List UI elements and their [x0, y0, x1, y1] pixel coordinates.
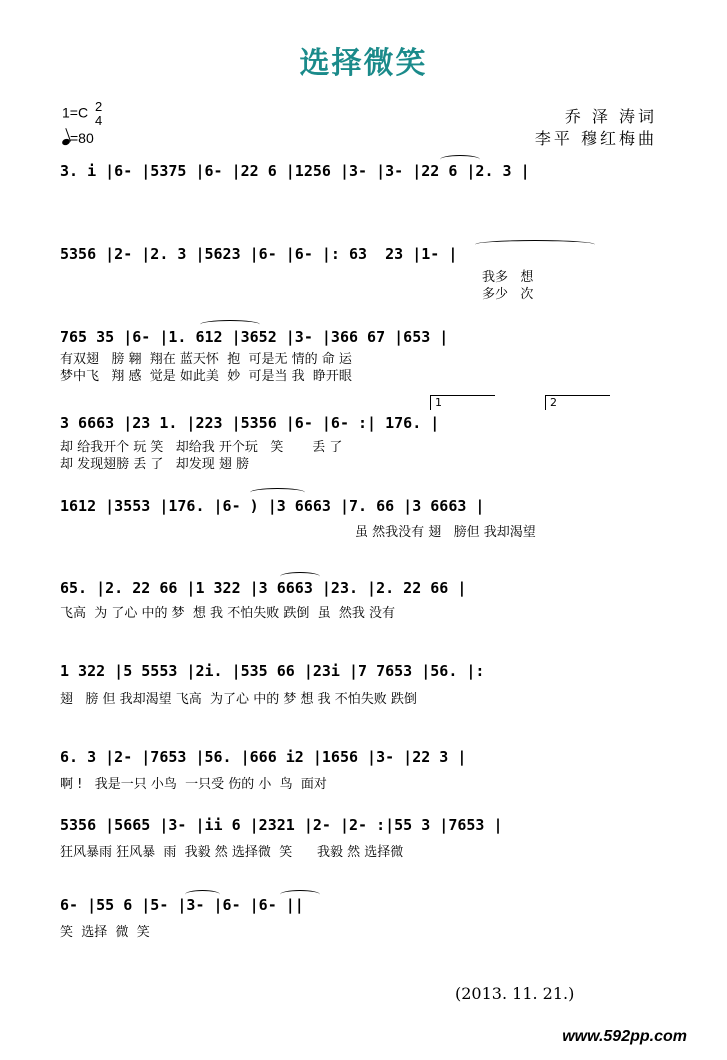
song-title: 选择微笑 — [299, 46, 428, 81]
time-signature — [95, 100, 102, 128]
date-stamp: (2013. 11. 21.) — [455, 984, 575, 1003]
notation-line: 5356 |5665 |3- |ii 6 |2321 |2- |2- :|55 3 |7653 | — [60, 816, 503, 834]
volta-bracket: 1 — [430, 395, 495, 410]
slur-mark — [280, 572, 320, 581]
lyric-line: 梦中飞 翔 感 觉是 如此美 妙 可是当 我 睁开眼 — [60, 369, 352, 384]
notation-line: 6. 3 |2- |7653 |56. |666 i2 |1656 |3- |22 3 | — [60, 748, 467, 766]
composer-credit: 李平 穆红梅曲 — [534, 129, 657, 148]
notation-line: 3 6663 |23 1. |223 |5356 |6- |6- :| 176. | — [60, 414, 440, 432]
tempo-value: =80 — [70, 130, 94, 146]
slur-mark — [200, 320, 260, 329]
lyric-line: 却 给我开个 玩 笑 却给我 开个玩 笑 丢 了 — [60, 440, 343, 455]
notation-line: 765 35 |6- |1. 612 |3652 |3- |366 67 |653 | — [60, 328, 449, 346]
notation-line: 5356 |2- |2. 3 |5623 |6- |6- |: 63 23 |1- | — [60, 245, 458, 263]
lyric-line: 狂风暴雨 狂风暴 雨 我毅 然 选择微 笑 我毅 然 选择微 — [60, 845, 404, 860]
lyric-line: 翅 膀 但 我却渴望 飞高 为了心 中的 梦 想 我 不怕失败 跌倒 — [60, 692, 417, 707]
lyric-line: 虽 然我没有 翅 膀但 我却渴望 — [355, 525, 536, 540]
lyric-line: 啊 ! 我是一只 小鸟 一只受 伤的 小 鸟 面对 — [60, 777, 327, 792]
slur-mark — [280, 890, 320, 899]
notation-line: 1 322 |5 5553 |2i. |535 66 |23i |7 7653 |56. |: — [60, 662, 485, 680]
notation-line: 1612 |3553 |176. |6- ) |3 6663 |7. 66 |3 6663 | — [60, 497, 485, 515]
slur-mark — [440, 155, 480, 164]
lyric-line: 多少 次 — [482, 287, 534, 302]
time-bottom: 4 — [94, 113, 103, 128]
lyric-line: 却 发现翅膀 丢 了 却发现 翅 膀 — [60, 457, 250, 472]
lyricist-credit: 乔 泽 涛词 — [564, 107, 657, 126]
slur-mark — [185, 890, 220, 899]
lyric-line: 我多 想 — [482, 270, 534, 285]
lyric-line: 笑 选择 微 笑 — [60, 925, 150, 940]
key-signature — [62, 100, 102, 128]
tempo-marking — [62, 130, 94, 146]
notation-line: 3. i |6- |5375 |6- |22 6 |1256 |3- |3- |22 6 |2. 3 | — [60, 162, 530, 180]
lyric-line: 有双翅 膀 翱 翔在 蓝天怀 抱 可是无 情的 命 运 — [60, 352, 352, 367]
volta-bracket: 2 — [545, 395, 610, 410]
slur-mark — [475, 240, 595, 249]
time-top: 2 — [94, 99, 103, 114]
slur-mark — [250, 488, 305, 497]
lyric-line: 飞高 为 了心 中的 梦 想 我 不怕失败 跌倒 虽 然我 没有 — [60, 606, 395, 621]
site-watermark: www.592pp.com — [562, 1028, 687, 1045]
notation-line: 65. |2. 22 66 |1 322 |3 6663 |23. |2. 22 66 | — [60, 579, 467, 597]
notation-line: 6- |55 6 |5- |3- |6- |6- || — [60, 896, 304, 914]
key-label: 1=C — [62, 104, 89, 121]
